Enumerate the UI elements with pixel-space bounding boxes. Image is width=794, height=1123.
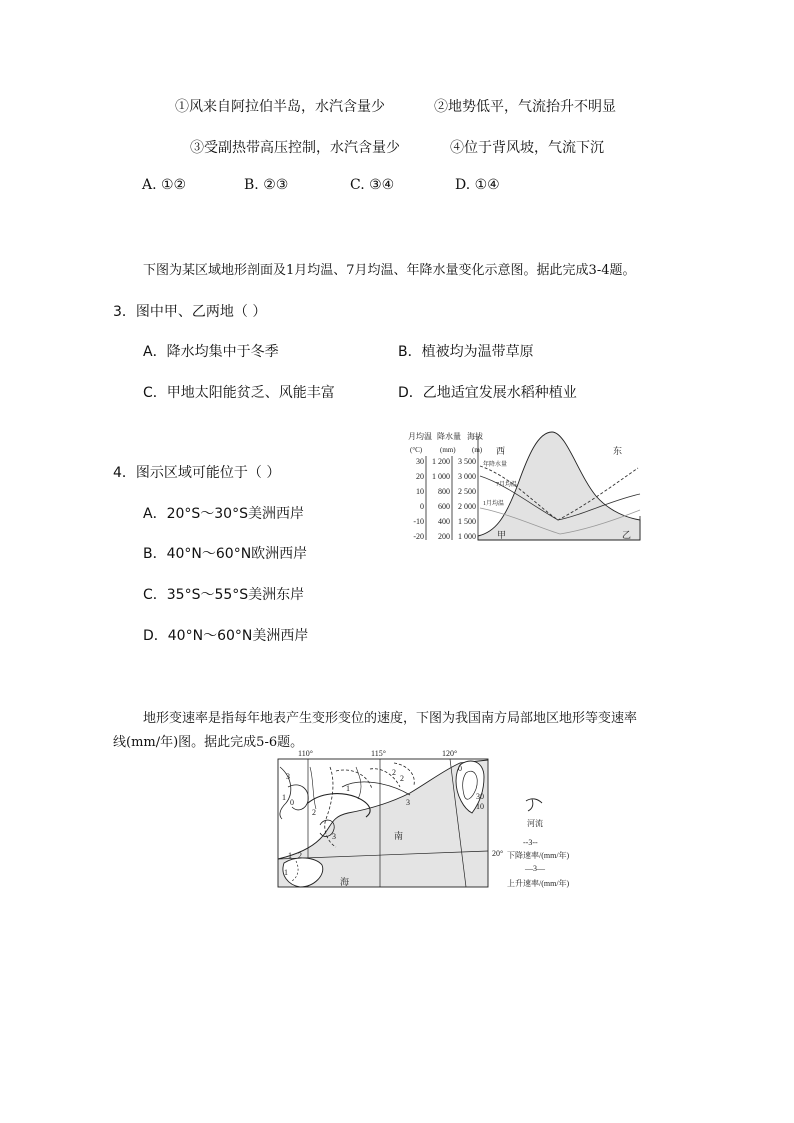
temp-axis-title: 月均温 [408,432,432,441]
precip-axis-unit: (mm) [440,446,456,454]
legend-dash-sample: --3-- [523,838,538,847]
temp-tick: 10 [416,487,424,496]
intro-5-6-line1: 地形变速率是指每年地表产生变形变位的速度，下图为我国南方局部地区地形等变速率 [143,711,638,726]
precip-tick: 600 [438,502,450,511]
q2-choice-b: B. ②③ [244,177,289,193]
q4-choice-c: C．35°S～55°S美洲东岸 [143,587,305,603]
precip-tick: 400 [438,517,450,526]
elev-tick: 2 500 [458,487,476,496]
contour-label: 1 [346,784,350,793]
contour-label: 2 [400,774,404,783]
lon-110: 110° [298,749,313,758]
label-jan-temp: 1月均温 [483,501,505,507]
intro-3-4: 下图为某区域地形剖面及1月均温、7月均温、年降水量变化示意图。据此完成3-4题。 [143,263,636,278]
q4-stem: 4．图示区域可能位于（ ） [113,465,281,481]
q3-choice-b: B．植被均为温带草原 [398,344,534,360]
sea-label-nan: 南 [394,831,404,841]
label-west: 西 [496,446,506,456]
contour-label: 3 [332,832,336,841]
contour-label: 3 [406,798,410,807]
temp-tick: -10 [413,517,424,526]
intro-5-6-line2: 线(mm/年)图。据此完成5-6题。 [113,735,304,750]
q3-choice-d: D．乙地适宜发展水稻种植业 [398,385,577,401]
q2-choice-c: C. ③④ [350,177,395,193]
contour-label: 2 [298,851,302,860]
temp-tick: -20 [413,532,424,541]
river [356,767,361,799]
precip-tick: 800 [438,487,450,496]
contour-label: 3 [286,772,290,781]
river-legend-symbol [526,799,542,811]
elev-axis-unit: (m) [472,446,483,454]
deformation-rate-map [270,747,595,892]
contour-label: 1 [288,851,292,860]
q3-choice-c: C．甲地太阳能贫乏、风能丰富 [143,385,335,401]
precip-tick: 1 200 [432,457,450,466]
contour-label: 2 [312,808,316,817]
q2-option-4: ④位于背风坡，气流下沉 [450,140,604,156]
lat-20: 20° [492,849,504,858]
label-annual-precip: 年降水量 [483,462,508,468]
q4-choice-d: D．40°N～60°N美洲西岸 [143,628,309,644]
precip-axis-title: 降水量 [437,432,461,441]
q2-option-2: ②地势低平，气流抬升不明显 [434,99,616,115]
contour-label: 2 [392,768,396,777]
precip-tick: 200 [438,532,450,541]
elev-tick: 2 000 [458,502,476,511]
contour-label: 30 [476,792,484,801]
contour-subsidence [336,770,372,789]
elev-tick: 3 500 [458,457,476,466]
temp-axis-unit: (°C) [410,446,423,454]
q4-choice-b: B．40°N～60°N欧洲西岸 [143,546,308,562]
q2-option-1: ①风来自阿拉伯半岛，水汽含量少 [175,99,385,115]
q2-option-3: ③受副热带高压控制，水汽含量少 [190,140,400,156]
label-july-temp: 7月均温 [496,482,518,488]
contour-label: 0 [290,798,294,807]
q3-stem: 3．图中甲、乙两地（ ） [113,304,267,320]
label-jia: 甲 [497,530,507,540]
elev-tick: 3 000 [458,472,476,481]
q2-choice-a: A. ①② [142,177,187,193]
contour-label: 1 [284,868,288,877]
contour-label: 1 [282,793,286,802]
elev-tick: 1 500 [458,517,476,526]
legend-solid-sample: —3— [525,864,545,873]
q3-choice-a: A．降水均集中于冬季 [143,344,279,360]
label-yi: 乙 [622,530,632,540]
lon-120: 120° [442,749,458,758]
terrain-profile-diagram [400,424,645,548]
precip-tick: 1 000 [432,472,450,481]
temp-tick: 0 [420,502,424,511]
legend-subsidence-label: 下降速率/(mm/年) [507,851,570,860]
elev-tick: 1 000 [458,532,476,541]
contour-uplift [342,782,410,795]
q4-choice-a: A．20°S～30°S美洲西岸 [143,506,304,522]
legend-river-label: 河流 [527,819,543,828]
contour-label: 10 [476,802,484,811]
lon-115: 115° [371,749,386,758]
river [310,767,316,809]
elev-axis-title: 海拔 [467,432,483,441]
legend-uplift-label: 上升速率/(mm/年) [507,879,570,888]
q2-choice-d: D. ①④ [455,177,500,193]
temp-tick: 20 [416,472,424,481]
contour-label: 0 [458,764,462,773]
label-east: 东 [613,446,623,456]
sea-label-hai: 海 [340,877,350,887]
temp-tick: 30 [416,457,424,466]
